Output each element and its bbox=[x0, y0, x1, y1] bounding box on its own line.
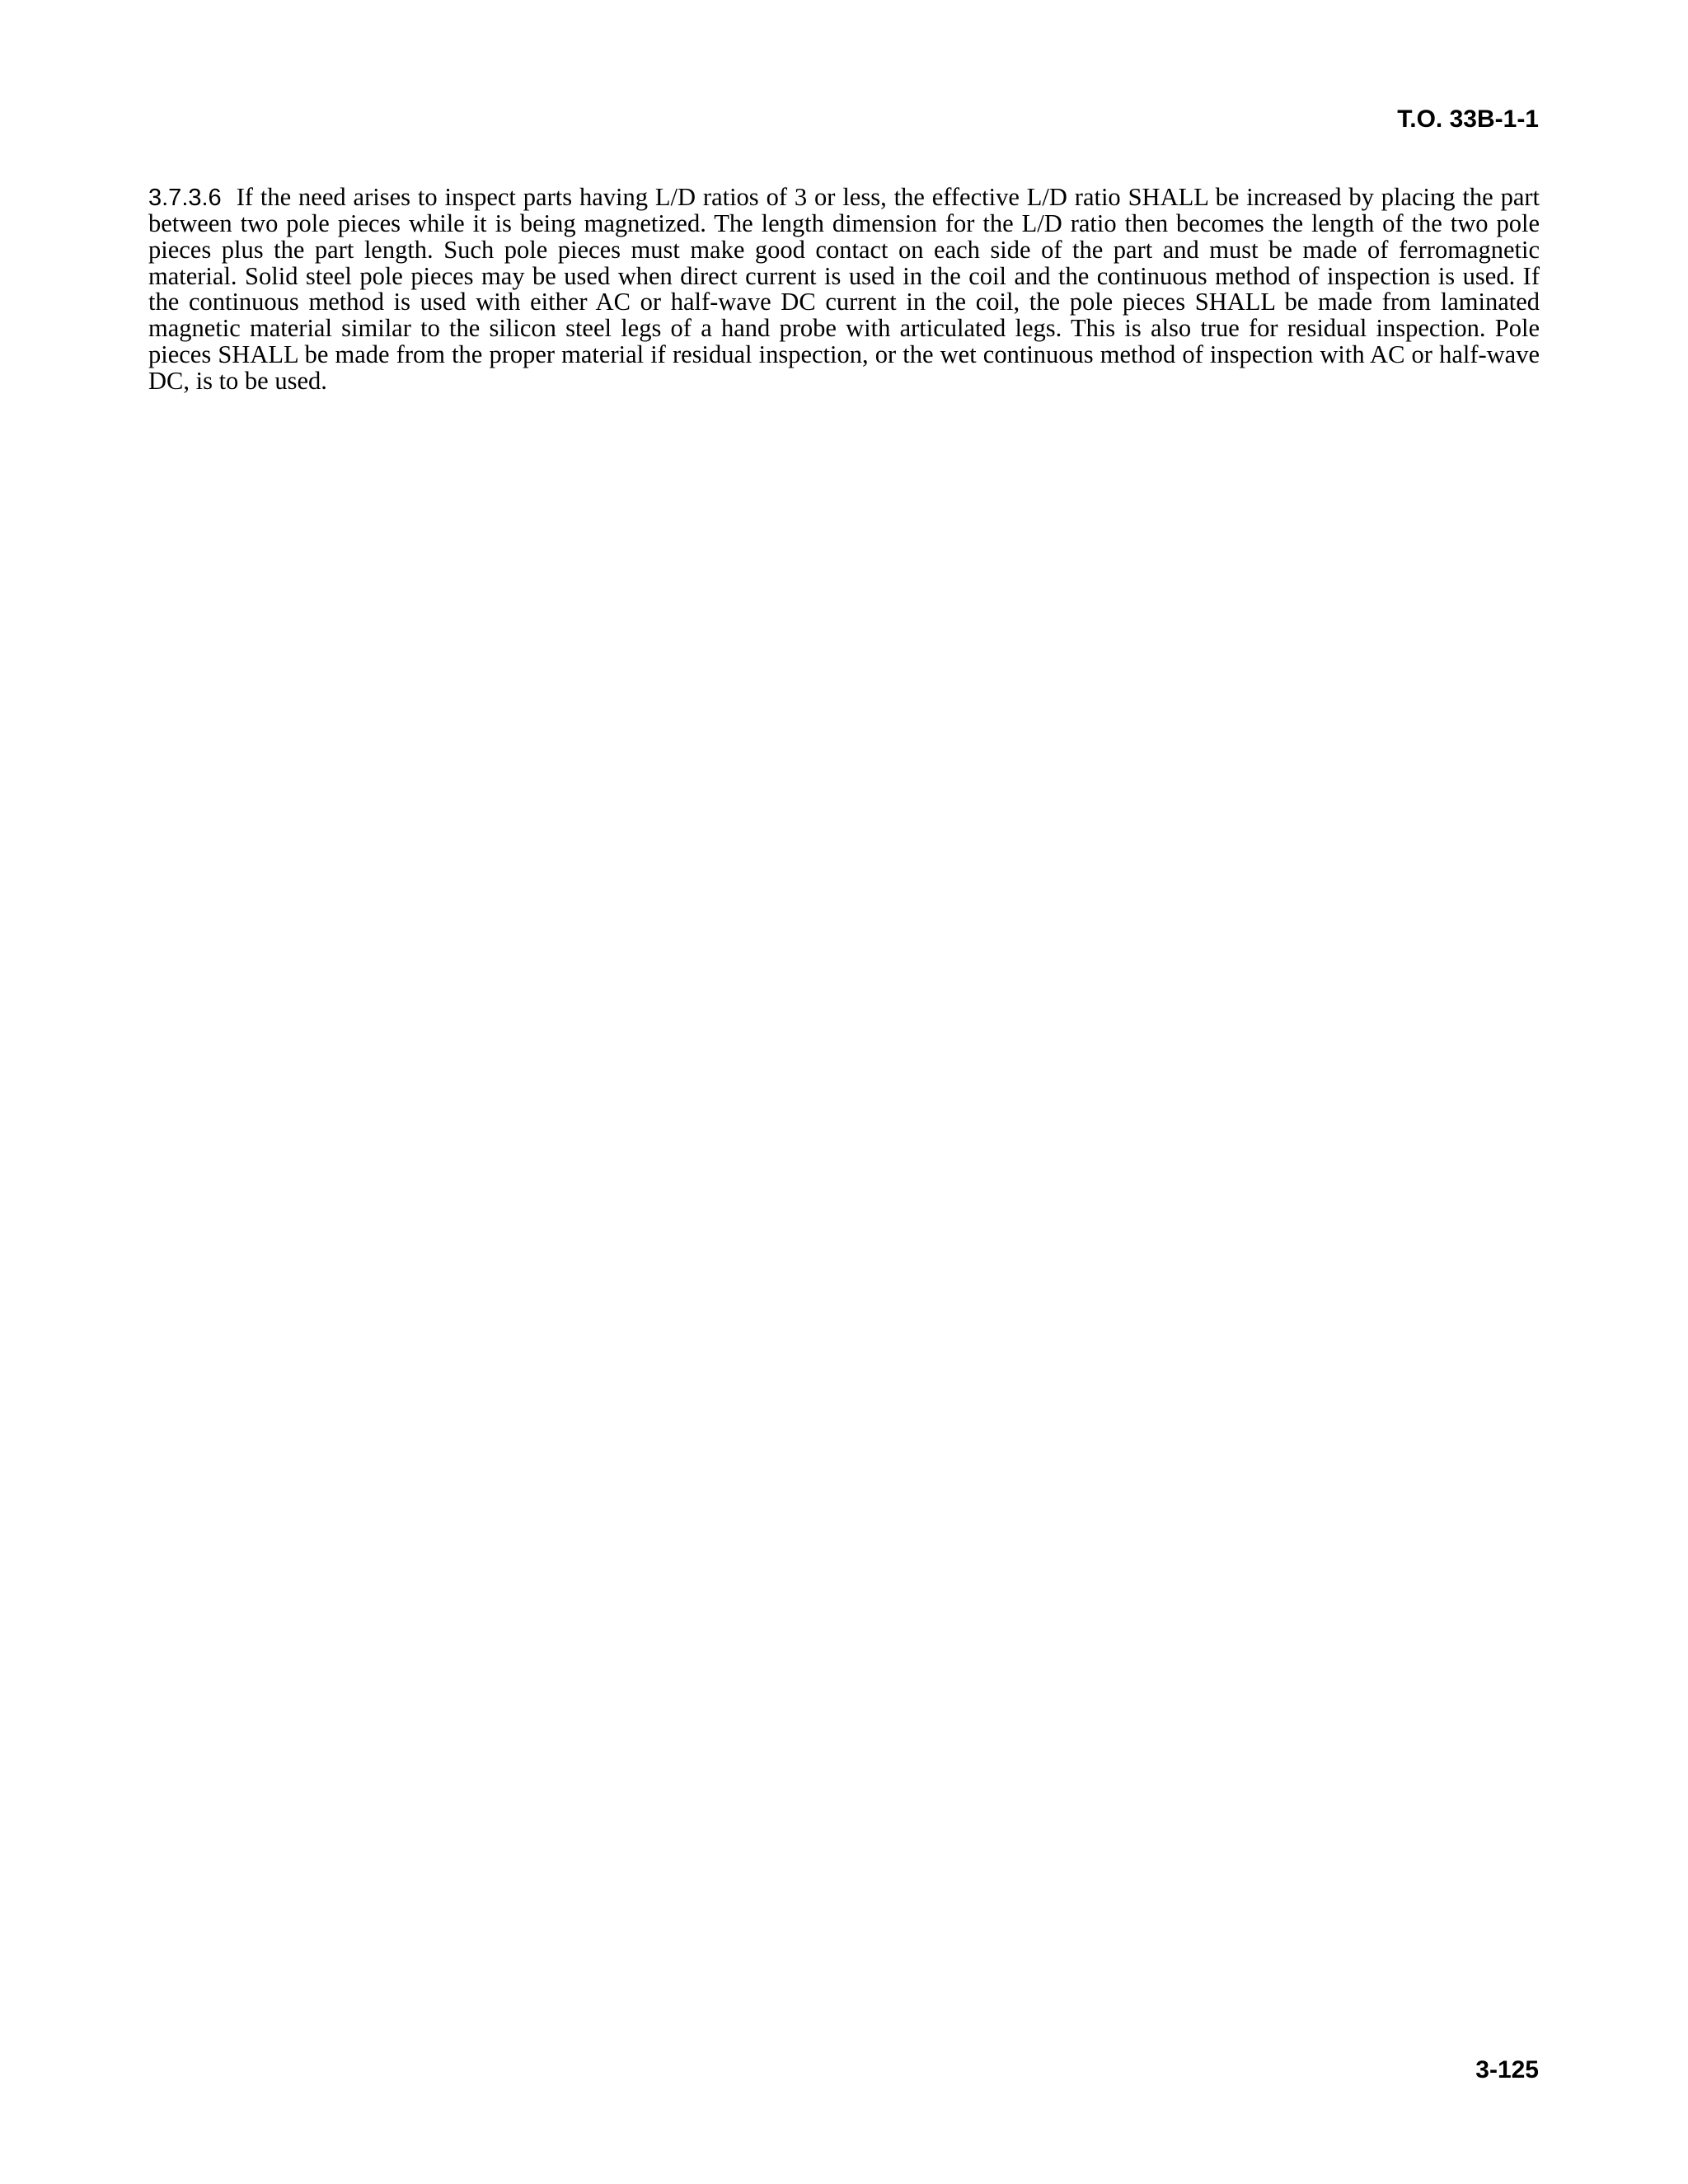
page-number: 3-125 bbox=[1475, 2056, 1539, 2083]
document-id: T.O. 33B-1-1 bbox=[1397, 105, 1539, 133]
paragraph-number: 3.7.3.6 bbox=[148, 185, 222, 211]
paragraph-text: If the need arises to inspect parts having L/D ratios of 3 or less, the effective L/D ratio SHALL be increased by placing the part between two pole pieces while it is being magnetized. The length dimension for the L/D ratio then becomes the length of the two pole pieces plus the part length. Such pole pieces must make good contact on each side of the part and must be made of ferromagnetic material. Solid steel pole pieces may be used when direct current is used in the coil and the continuous method of inspection is used. If the continuous method is used with either AC or half-wave DC current in the coil, the pole pieces SHALL be made from laminated magnetic material similar to the silicon steel legs of a hand probe with articulated legs. This is also true for residual inspection. Pole pieces SHALL be made from the proper material if residual inspection, or the wet continuous method of inspection with AC or half-wave DC, is to be used. bbox=[148, 183, 1540, 396]
page-content bbox=[148, 185, 1540, 395]
paragraph-3-7-3-6 bbox=[148, 185, 1540, 395]
